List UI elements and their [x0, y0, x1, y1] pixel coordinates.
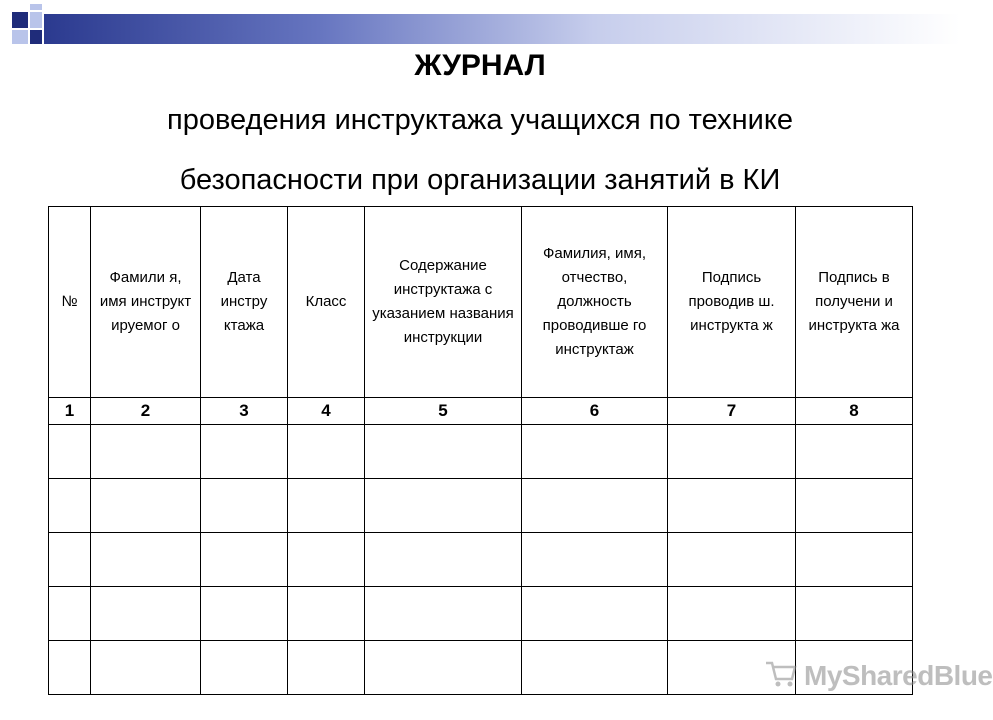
header-student-name: Фамили я, имя инструкт ируемог о — [91, 207, 201, 398]
table-cell — [201, 425, 288, 479]
table-cell — [91, 425, 201, 479]
table-cell — [522, 641, 668, 695]
table-cell — [91, 479, 201, 533]
table-row — [49, 479, 913, 533]
table-cell — [201, 587, 288, 641]
column-number: 7 — [668, 398, 796, 425]
table-cell — [668, 479, 796, 533]
table-cell — [365, 425, 522, 479]
column-number: 1 — [49, 398, 91, 425]
header-recipient-signature: Подпись в получени и инструкта жа — [796, 207, 913, 398]
column-number: 6 — [522, 398, 668, 425]
table-cell — [49, 587, 91, 641]
table-cell — [522, 587, 668, 641]
table-cell — [288, 479, 365, 533]
table-cell — [201, 533, 288, 587]
table-row — [49, 587, 913, 641]
table-cell — [288, 587, 365, 641]
table-row — [49, 425, 913, 479]
watermark-logo — [764, 656, 993, 696]
column-number: 5 — [365, 398, 522, 425]
table-cell — [288, 533, 365, 587]
table-cell — [49, 479, 91, 533]
table-header-row — [49, 207, 913, 398]
table-cell — [796, 479, 913, 533]
watermark-text: MySharedBlue — [804, 660, 993, 691]
table-cell — [365, 479, 522, 533]
table-cell — [49, 641, 91, 695]
table-cell — [91, 533, 201, 587]
column-number: 4 — [288, 398, 365, 425]
table-cell — [91, 641, 201, 695]
column-number: 8 — [796, 398, 913, 425]
table-cell — [522, 425, 668, 479]
table-cell — [288, 425, 365, 479]
table-cell — [365, 533, 522, 587]
table-cell — [288, 641, 365, 695]
table-cell — [668, 425, 796, 479]
table-cell — [522, 479, 668, 533]
header-instructor: Фамилия, имя, отчество, должность проводивше го инструктаж — [522, 207, 668, 398]
table-cell — [668, 587, 796, 641]
cart-icon — [764, 659, 798, 694]
page-subtitle-line-2: безопасности при организации занятий в КИ — [179, 164, 781, 196]
table-cell — [796, 425, 913, 479]
page-subtitle-line-1: проведения инструктажа учащихся по технике — [167, 104, 793, 136]
header-date: Дата инстру ктажа — [201, 207, 288, 398]
table-cell — [49, 533, 91, 587]
table-cell — [201, 479, 288, 533]
page-title: ЖУРНАЛ — [414, 49, 546, 82]
header-content: Содержание инструктажа с указанием названия инструкции — [365, 207, 522, 398]
table-cell — [522, 533, 668, 587]
column-number: 2 — [91, 398, 201, 425]
journal-table — [48, 206, 913, 695]
table-row — [49, 533, 913, 587]
table-cell — [796, 533, 913, 587]
table-cell — [668, 533, 796, 587]
table-cell — [49, 425, 91, 479]
column-number: 3 — [201, 398, 288, 425]
header-gradient-bar — [44, 14, 960, 44]
table-cell — [365, 641, 522, 695]
header-number: № — [49, 207, 91, 398]
table-cell — [365, 587, 522, 641]
table-cell — [201, 641, 288, 695]
title-block — [0, 46, 960, 214]
header-instructor-signature: Подпись проводив ш. инструкта ж — [668, 207, 796, 398]
header-class: Класс — [288, 207, 365, 398]
table-cell — [796, 587, 913, 641]
column-number-row — [49, 398, 913, 425]
table-cell — [91, 587, 201, 641]
